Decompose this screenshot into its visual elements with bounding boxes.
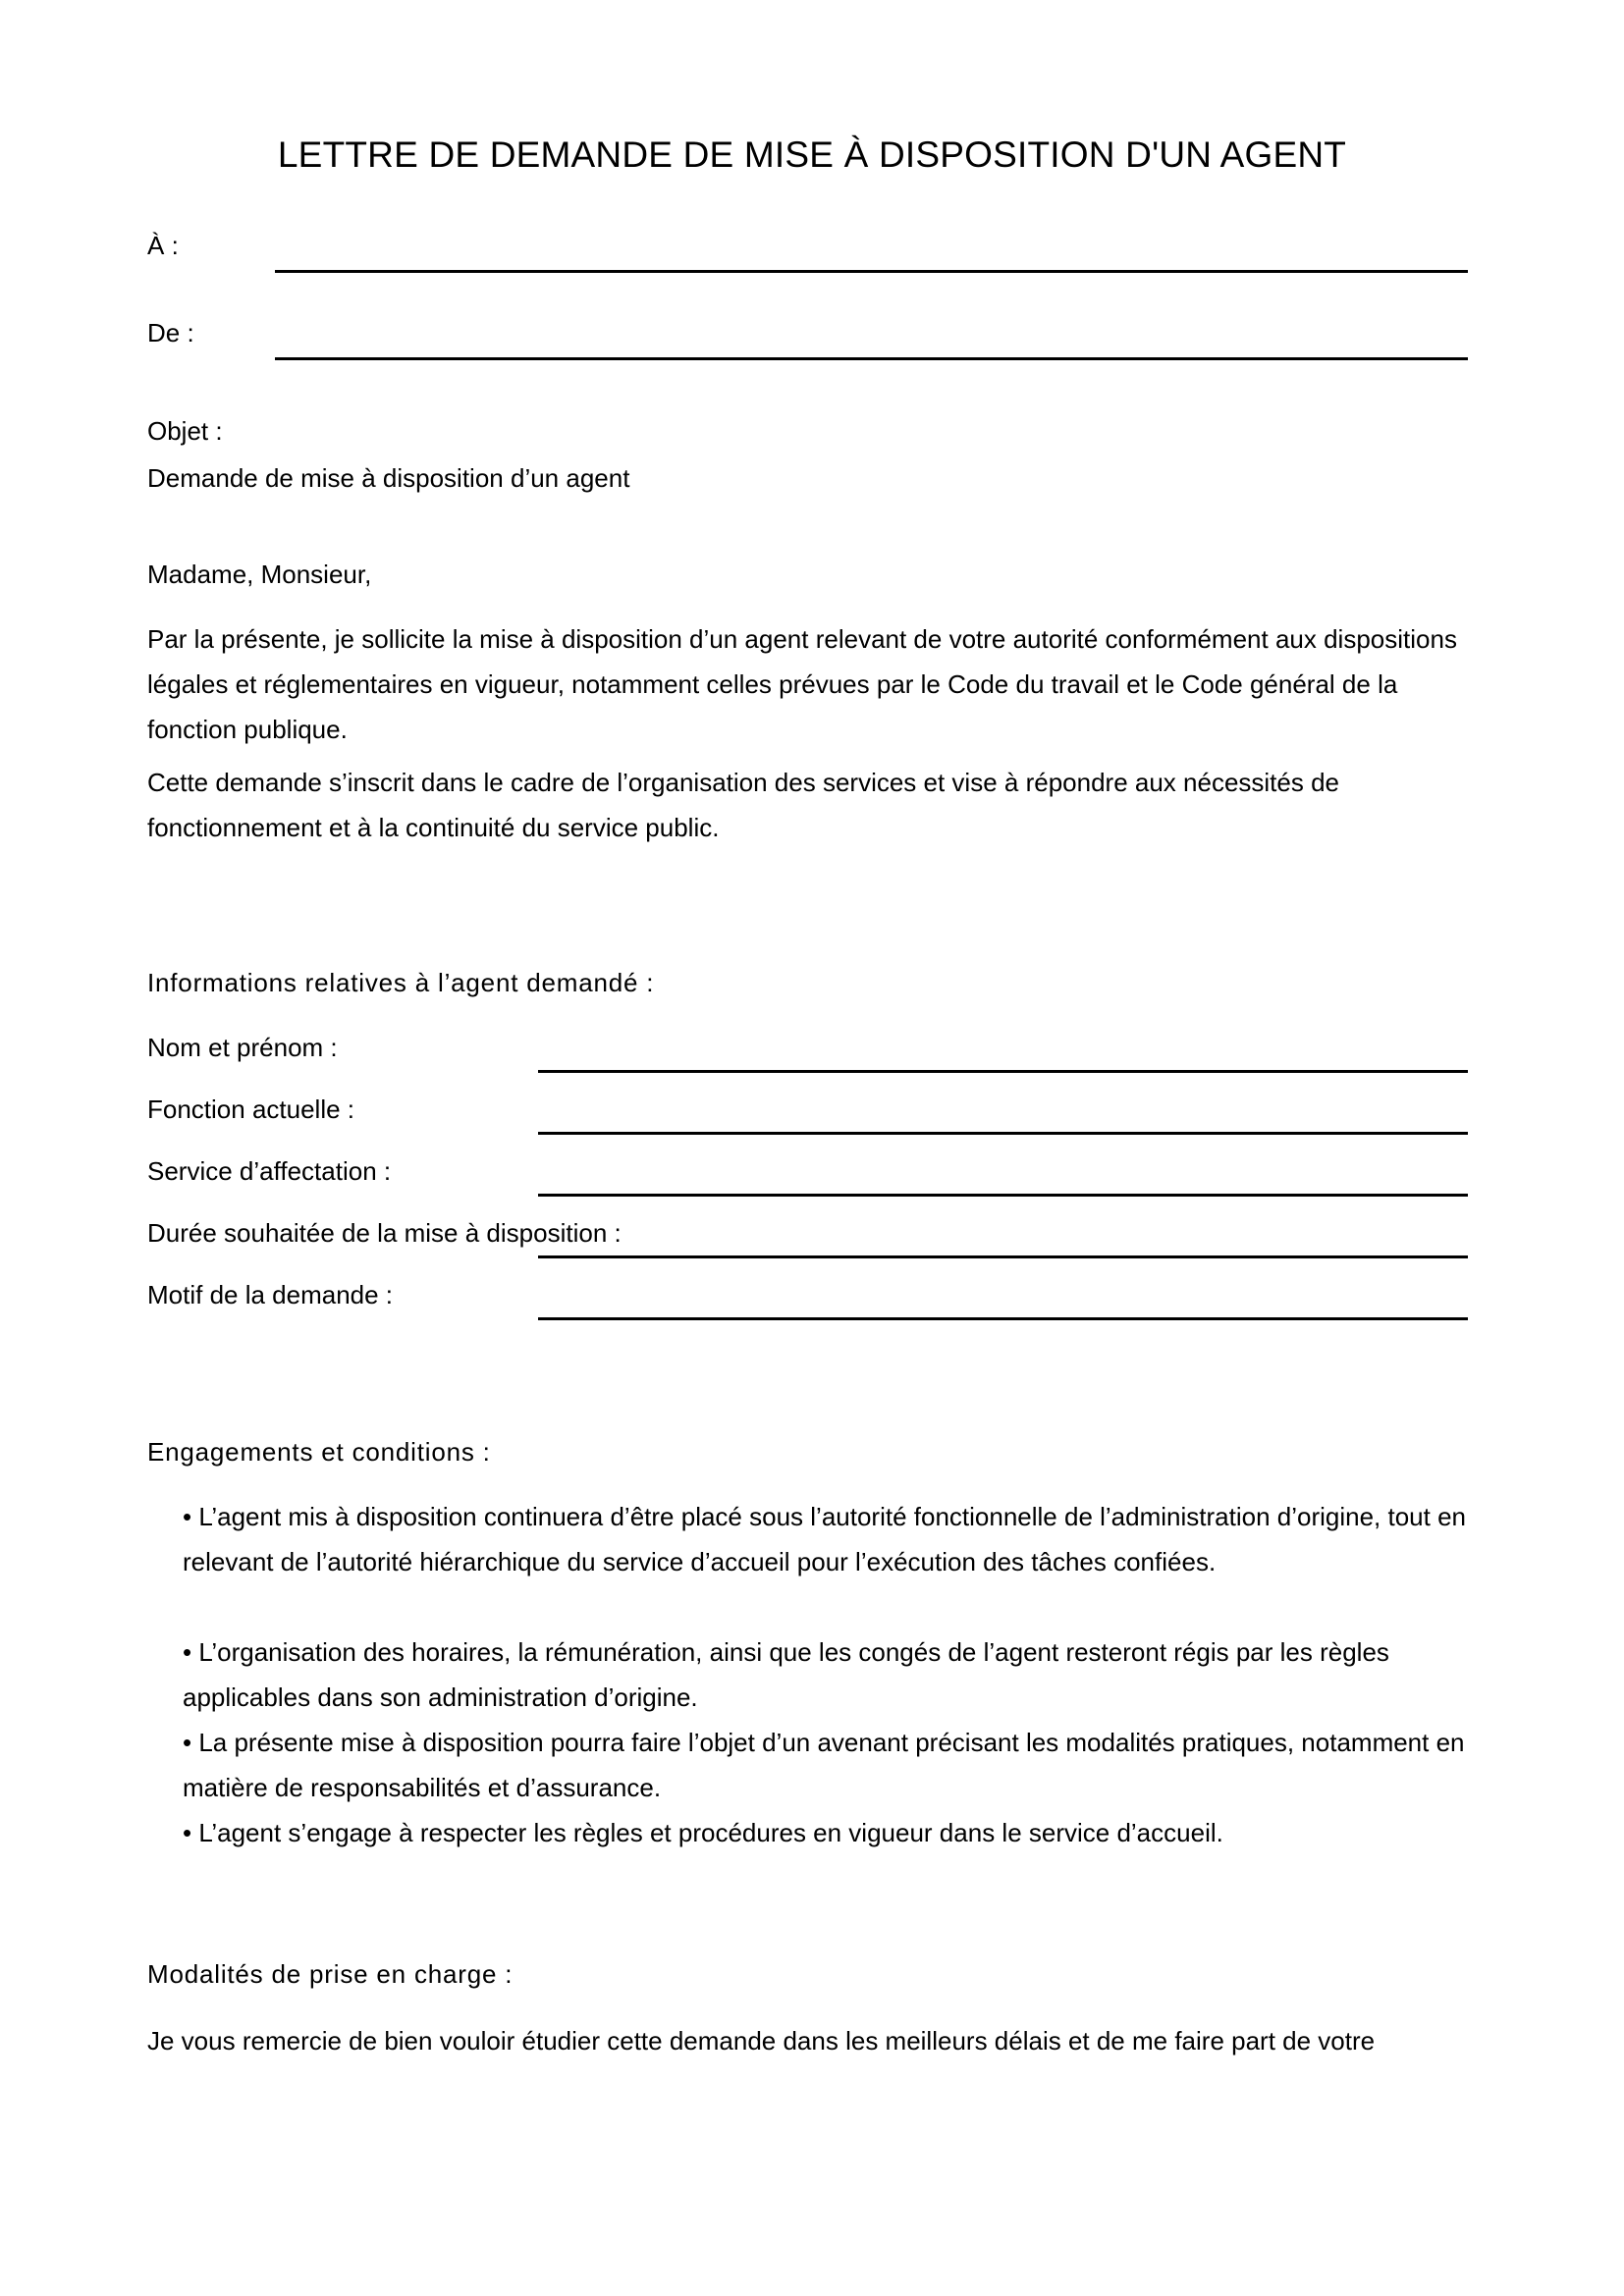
list-item: • L’agent s’engage à respecter les règles et procédures en vigueur dans le service d’accueil.	[183, 1818, 1223, 1847]
address-to-label: À :	[147, 231, 179, 260]
agent-info-heading: Informations relatives à l’agent demandé :	[147, 968, 655, 997]
list-item: • La présente mise à disposition pourra faire l’objet d’un avenant précisant les modalités pratiques, notamment en matière de responsabilités et d’assurance.	[183, 1728, 1465, 1802]
field-label-fonction-actuelle: Fonction actuelle :	[147, 1095, 355, 1124]
closing-heading: Modalités de prise en charge :	[147, 1959, 514, 1989]
address-from-fill-line[interactable]	[275, 357, 1468, 360]
address-from-label: De :	[147, 318, 194, 347]
salutation: Madame, Monsieur,	[147, 560, 372, 589]
list-item: • L’agent mis à disposition continuera d’être placé sous l’autorité fonctionnelle de l’administration d’origine, tout en relevant de l’autorité hiérarchique du service d’accueil pour l’exécution des tâches confiées.	[183, 1502, 1466, 1576]
field-row-duree-souhaitee	[147, 1216, 1468, 1265]
address-row-from	[147, 316, 1468, 367]
field-label-motif-demande: Motif de la demande :	[147, 1280, 394, 1309]
field-fill-line-nom-prenom[interactable]	[538, 1070, 1468, 1073]
field-row-fonction-actuelle	[147, 1093, 1468, 1142]
field-label-service-affectation: Service d’affectation :	[147, 1156, 392, 1186]
field-row-nom-prenom	[147, 1031, 1468, 1080]
subject-value: Demande de mise à disposition d’un agent	[147, 463, 630, 493]
field-row-motif-demande	[147, 1278, 1468, 1327]
field-fill-line-duree-souhaitee[interactable]	[538, 1255, 1468, 1258]
body-paragraph-2: Cette demande s’inscrit dans le cadre de l’organisation des services et vise à répondre aux nécessités de fonctionnement et à la continuité du service public.	[147, 768, 1340, 842]
closing-paragraph: Je vous remercie de bien vouloir étudier cette demande dans les meilleurs délais et de me faire part de votre	[147, 2026, 1376, 2056]
page-title: LETTRE DE DEMANDE DE MISE À DISPOSITION D'UN AGENT	[277, 133, 1347, 175]
field-fill-line-motif-demande[interactable]	[538, 1317, 1468, 1320]
list-item: • L’organisation des horaires, la rémunération, ainsi que les congés de l’agent resteront régis par les règles applicables dans son administration d’origine.	[183, 1637, 1389, 1712]
engagements-heading: Engagements et conditions :	[147, 1437, 491, 1467]
field-label-nom-prenom: Nom et prénom :	[147, 1033, 338, 1062]
field-fill-line-service-affectation[interactable]	[538, 1194, 1468, 1197]
field-row-service-affectation	[147, 1154, 1468, 1203]
address-row-to	[147, 229, 1468, 280]
field-label-duree-souhaitee: Durée souhaitée de la mise à disposition :	[147, 1218, 622, 1248]
address-to-fill-line[interactable]	[275, 270, 1468, 273]
subject-label: Objet :	[147, 416, 223, 446]
body-paragraph-1: Par la présente, je sollicite la mise à disposition d’un agent relevant de votre autorité conformément aux dispositions légales et réglementaires en vigueur, notamment celles prévues par le Code du travail et le Code général de la fonction publique.	[147, 624, 1457, 744]
field-fill-line-fonction-actuelle[interactable]	[538, 1132, 1468, 1135]
